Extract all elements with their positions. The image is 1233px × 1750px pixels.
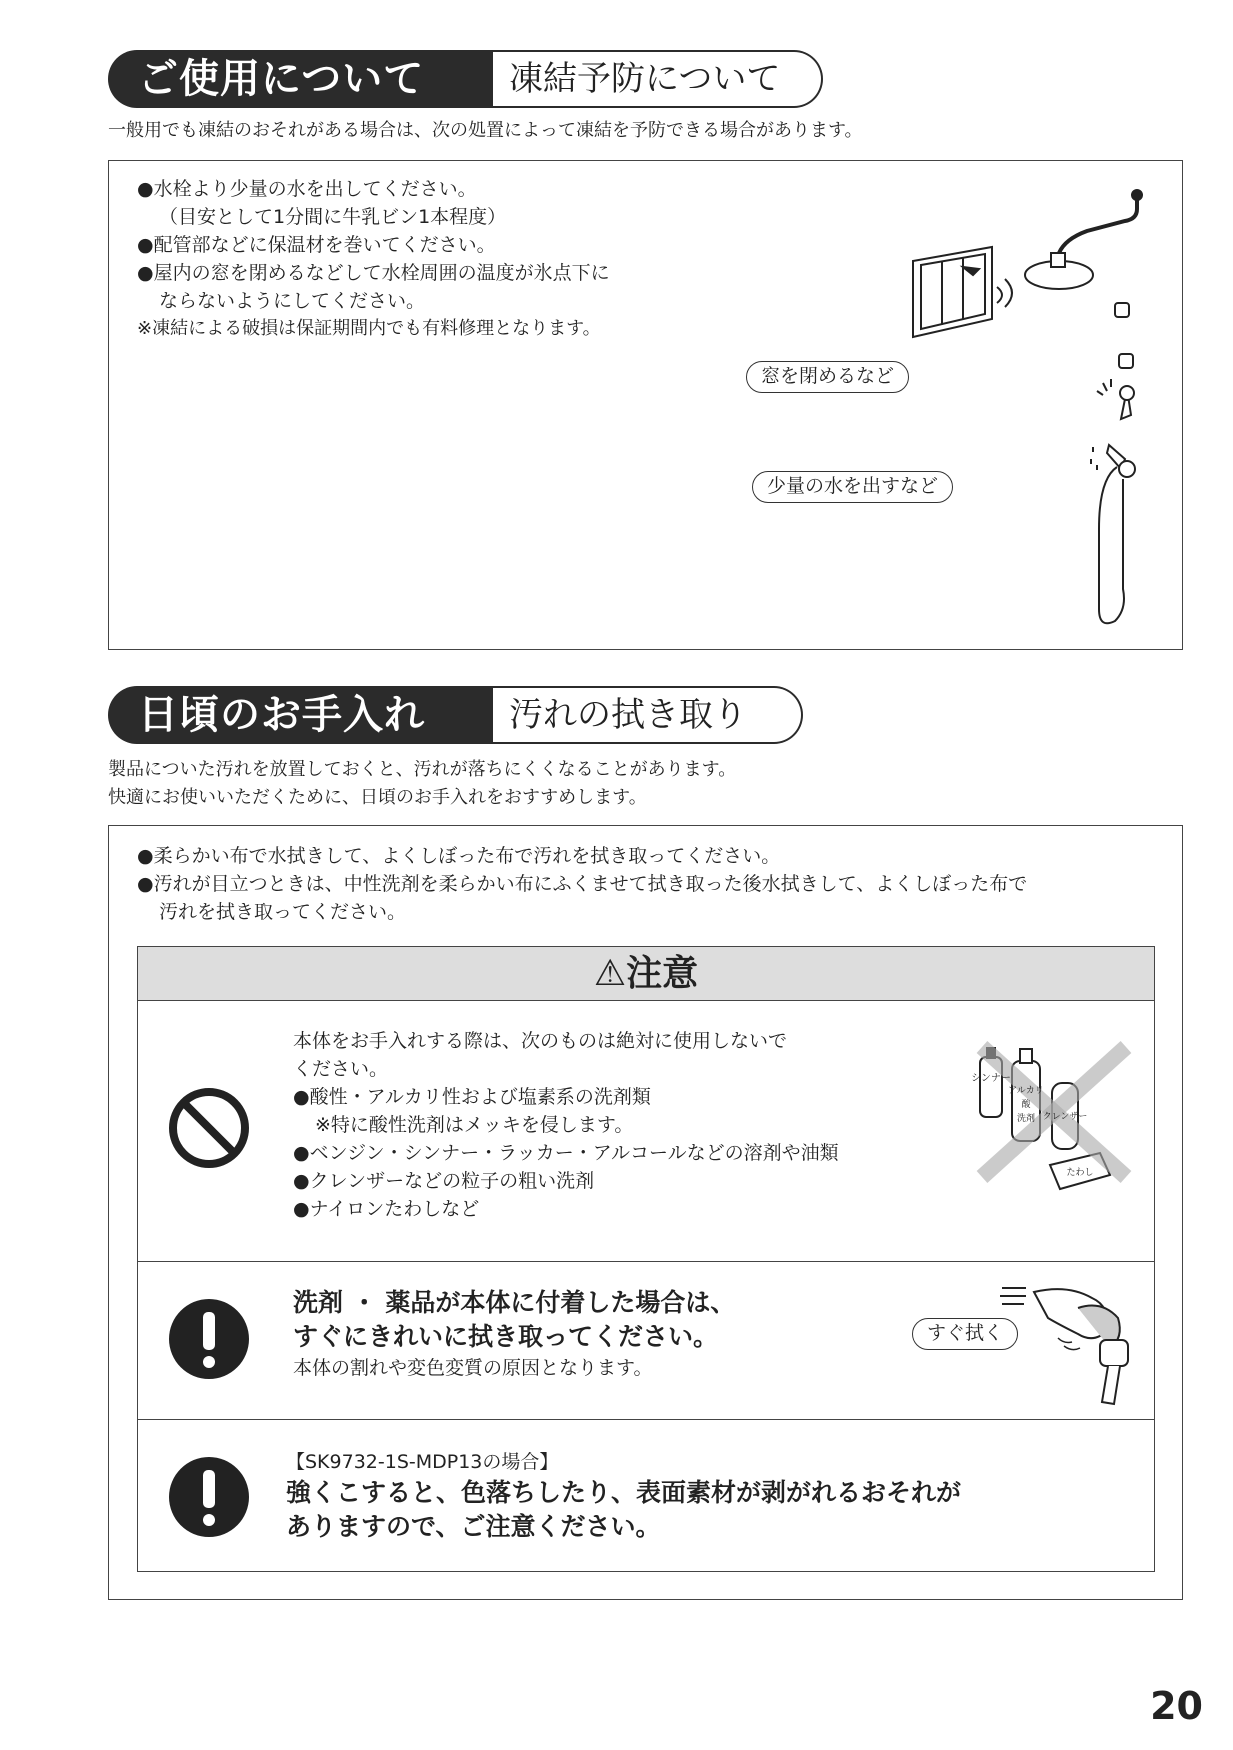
caution-line: 本体をお手入れする際は、次のものは絶対に使用しないで	[293, 1030, 788, 1052]
intro-line: 製品についた汚れを放置しておくと、汚れが落ちにくくなることがあります。	[108, 759, 737, 780]
hand-wiping-illustration	[998, 1278, 1138, 1408]
label-cleanser: クレンザー	[1042, 1112, 1088, 1122]
bullet-item: （目安として1分間に牛乳ビン1本程度）	[159, 206, 507, 228]
rubbing-line: 強くこすると、色落ちしたり、表面素材が剥がれるおそれが	[286, 1478, 962, 1507]
page-number: 20	[1150, 1684, 1203, 1728]
caution-line: ●酸性・アルカリ性および塩素系の洗剤類	[293, 1086, 651, 1108]
caution-heading: ⚠注意	[138, 947, 1154, 1001]
hand-shower-icon	[1091, 445, 1135, 623]
bullet-item: ●水栓より少量の水を出してください。	[137, 178, 477, 200]
section-header-care	[108, 686, 828, 744]
rubbing-text	[286, 1448, 961, 1544]
caution-line: ●クレンザーなどの粒子の粗い洗剤	[293, 1170, 595, 1192]
label-acid: 酸	[1021, 1100, 1031, 1110]
caution-row-prohibited	[138, 1001, 1154, 1261]
prohibited-list	[293, 1027, 839, 1223]
window-shower-illustration	[797, 169, 1177, 639]
section-intro: 一般用でも凍結のおそれがある場合は、次の処置によって凍結を予防できる場合があります。	[108, 120, 863, 141]
care-bullets	[137, 842, 1027, 926]
caution-row-rubbing	[138, 1419, 1154, 1571]
tag-close-window: 窓を閉めるなど	[746, 361, 909, 393]
caution-line: ●ベンジン・シンナー・ラッカー・アルコールなどの溶剤や油類	[293, 1142, 839, 1164]
section-title-main: 日頃のお手入れ	[108, 686, 493, 744]
intro-line: 快適にお使いいただくために、日頃のお手入れをおすすめします。	[108, 787, 647, 808]
overhead-shower-icon	[1025, 190, 1142, 289]
caution-line: ●ナイロンたわしなど	[293, 1198, 480, 1220]
tag-run-water: 少量の水を出すなど	[752, 471, 953, 503]
wipe-line: 洗剤 ・ 薬品が本体に付着した場合は、	[293, 1288, 736, 1317]
section-title-main: ご使用について	[108, 50, 493, 108]
section-title-sub: 凍結予防について	[493, 50, 823, 108]
bullet-item: 汚れを拭き取ってください。	[159, 901, 407, 923]
wipe-text	[293, 1286, 735, 1382]
section-header-usage	[108, 50, 828, 108]
prohibition-icon	[166, 1085, 252, 1171]
wipe-line: すぐにきれいに拭き取ってください。	[293, 1322, 719, 1351]
window-icon	[913, 247, 1012, 337]
label-detergent: 洗剤	[1016, 1114, 1036, 1124]
faucet-parts-icon	[1097, 303, 1134, 419]
bullet-item: ●柔らかい布で水拭きして、よくしぼった布で汚れを拭き取ってください。	[137, 845, 781, 867]
bullet-item: ●配管部などに保温材を巻いてください。	[137, 234, 496, 256]
prohibited-cleaners-illustration	[971, 1037, 1136, 1207]
bullet-item: ●屋内の窓を閉めるなどして水栓周囲の温度が氷点下に	[137, 262, 610, 284]
model-note: 【SK9732-1S-MDP13の場合】	[286, 1451, 559, 1473]
label-alkali: アルカリ	[1008, 1086, 1044, 1096]
exclamation-icon	[166, 1454, 252, 1540]
rubbing-line: ありますので、ご注意ください。	[286, 1512, 661, 1541]
caution-line: ください。	[293, 1058, 389, 1080]
label-thinner: シンナー	[971, 1073, 1011, 1084]
bullet-item: ならないようにしてください。	[159, 290, 426, 312]
label-scrubber: たわし	[1066, 1168, 1094, 1178]
tag-wipe-now: すぐ拭く	[912, 1318, 1018, 1350]
freeze-prevention-box	[108, 160, 1183, 650]
freeze-bullets	[137, 175, 610, 343]
bullet-item: ●汚れが目立つときは、中性洗剤を柔らかい布にふくませて拭き取った後水拭きして、よくしぼった布で	[137, 873, 1028, 895]
section-intro	[108, 756, 736, 812]
bullet-item: ※凍結による破損は保証期間内でも有料修理となります。	[137, 318, 601, 339]
caution-row-wipe	[138, 1261, 1154, 1419]
section-title-sub: 汚れの拭き取り	[493, 686, 803, 744]
wipe-note: 本体の割れや変色変質の原因となります。	[293, 1357, 653, 1379]
exclamation-icon	[166, 1296, 252, 1382]
caution-line: ※特に酸性洗剤はメッキを侵します。	[315, 1114, 634, 1136]
caution-box	[137, 946, 1155, 1572]
